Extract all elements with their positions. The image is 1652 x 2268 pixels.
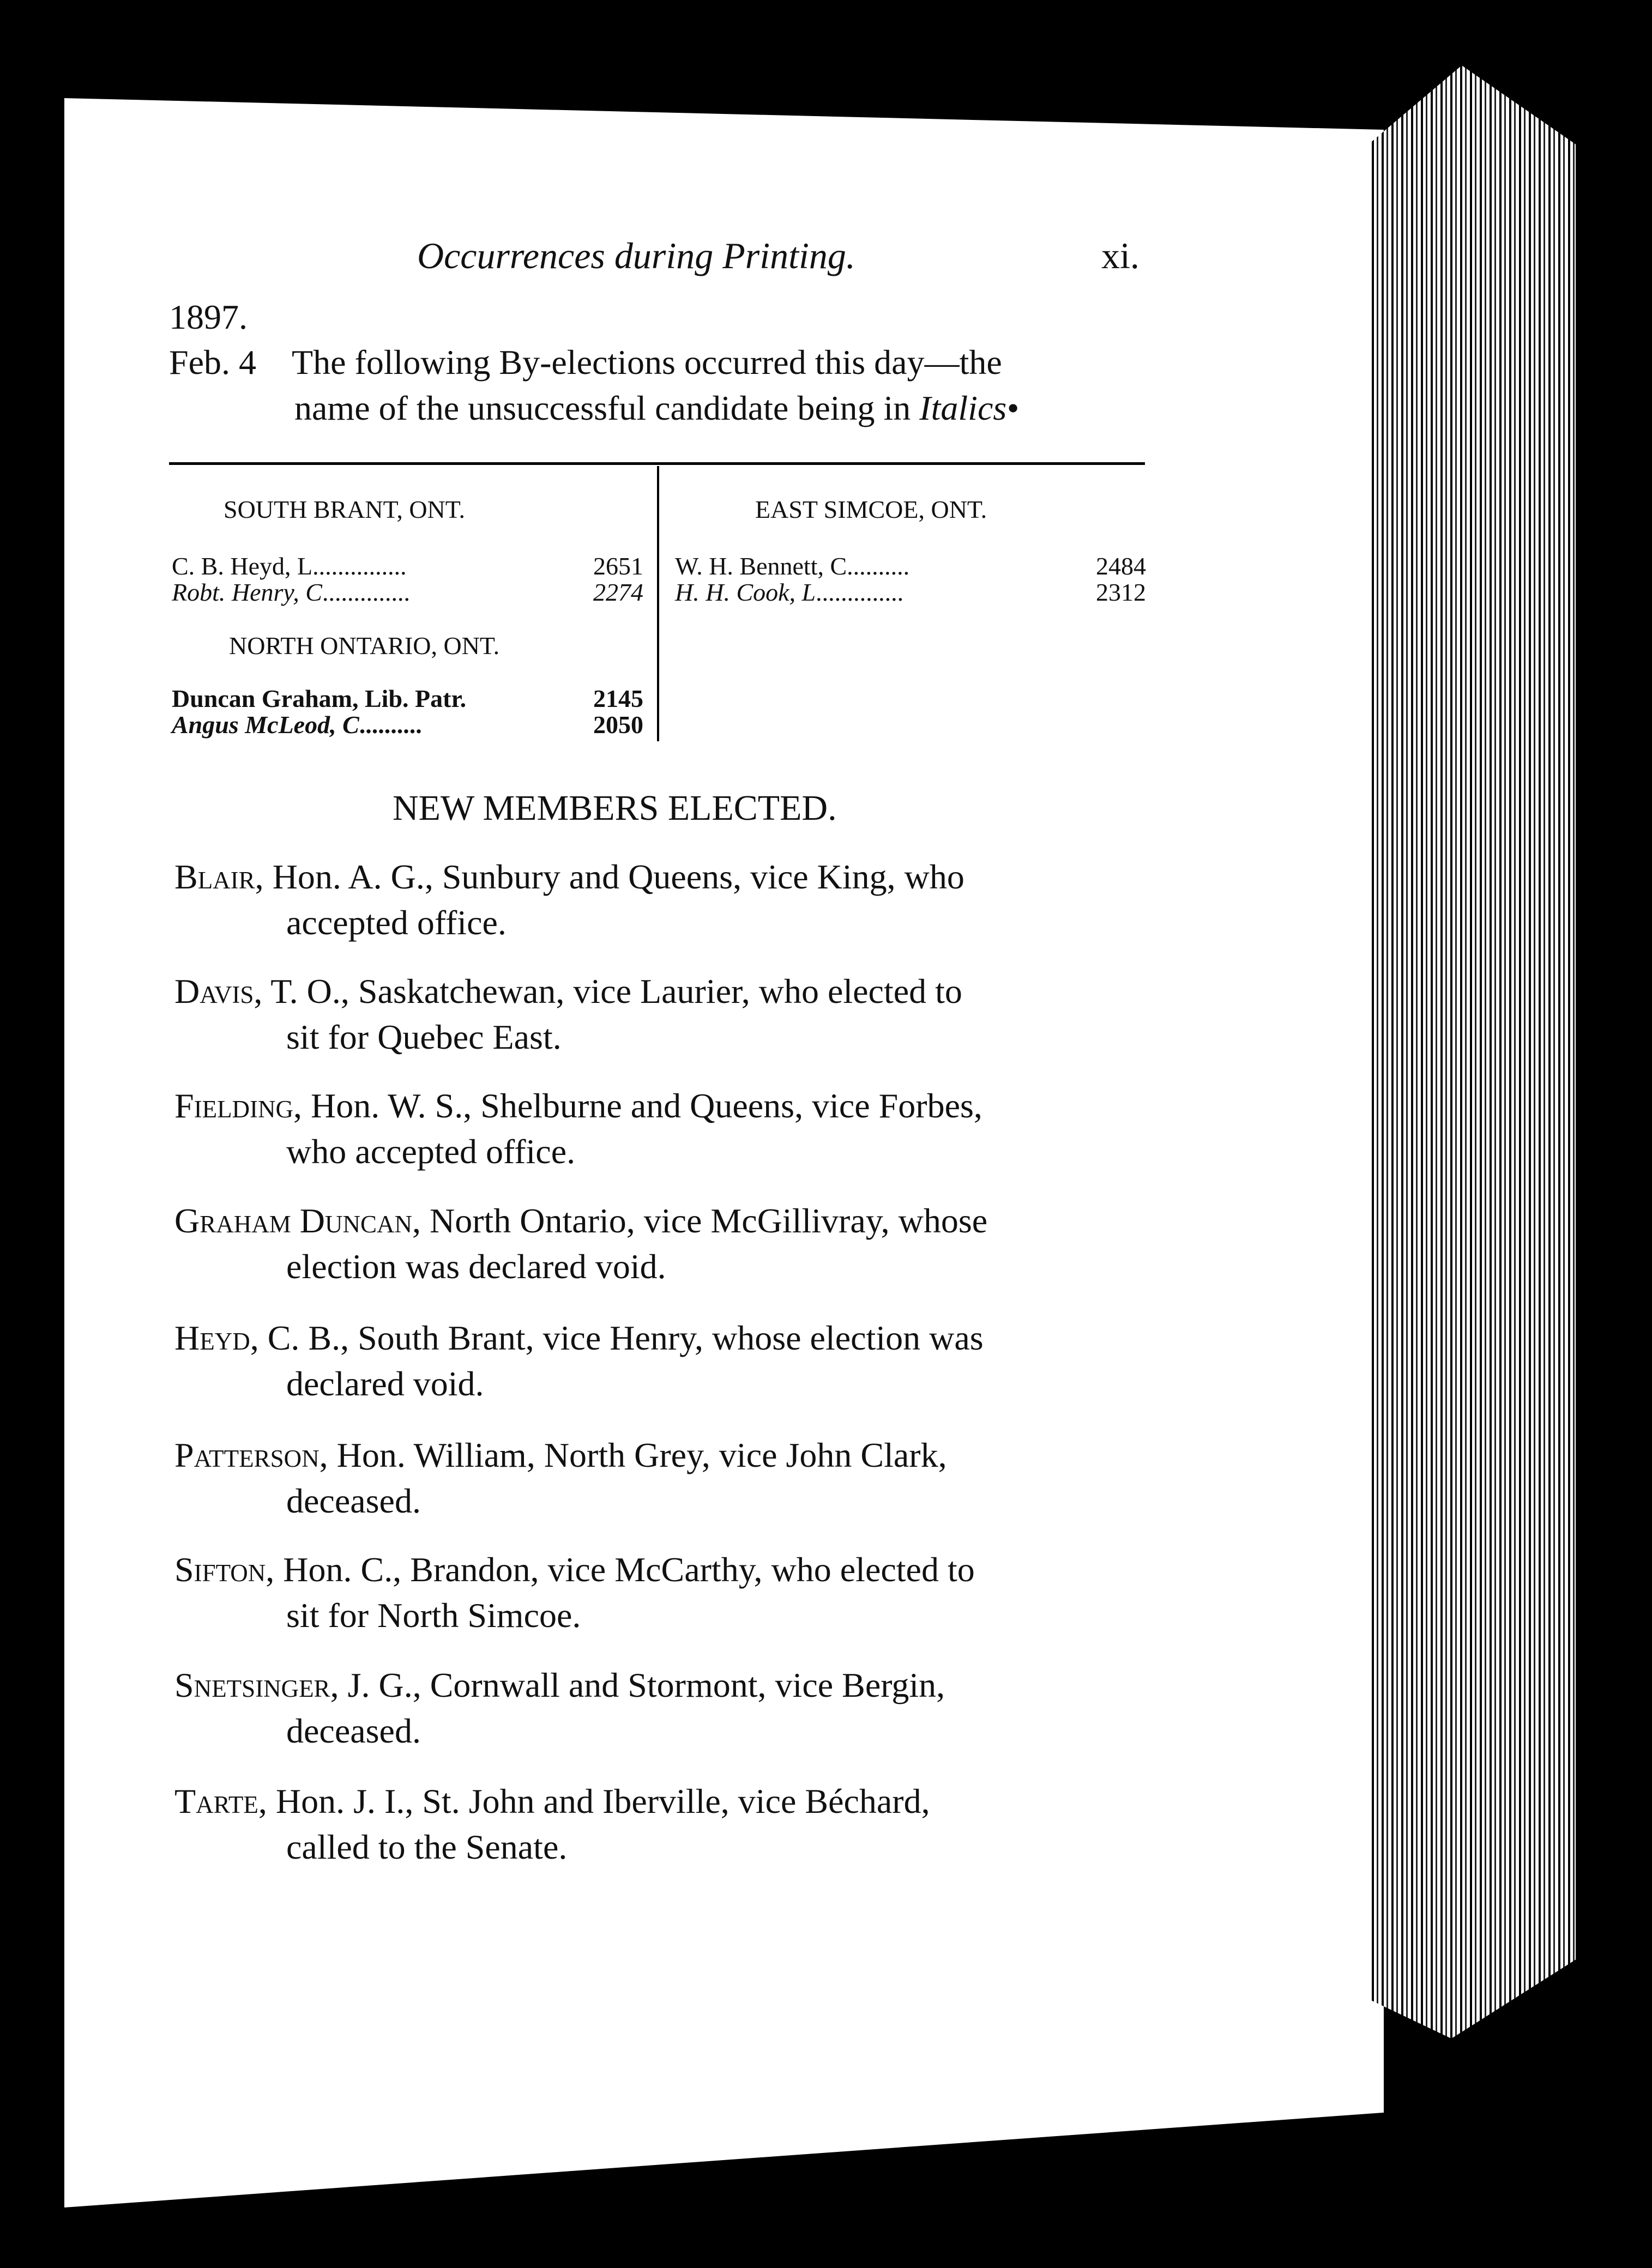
table-row: W. H. Bennett, C.......... bbox=[675, 552, 910, 580]
member-surname: Fielding, bbox=[174, 1086, 303, 1125]
table-row: Duncan Graham, Lib. Patr. bbox=[172, 685, 467, 712]
member-surname: Tarte, bbox=[174, 1782, 267, 1821]
table-row: Robt. Henry, C.............. bbox=[172, 578, 410, 606]
vote-count: 2651 bbox=[593, 552, 643, 580]
member-details: Hon. W. S., Shelburne and Queens, vice Forbes, bbox=[302, 1086, 982, 1125]
east-simcoe-heading: EAST SIMCOE, ONT. bbox=[755, 495, 987, 523]
intro-line-2: name of the unsuccessful candidate being in Italics• bbox=[294, 389, 1019, 427]
member-surname: Davis, bbox=[174, 972, 263, 1011]
member-surname: Patterson, bbox=[174, 1436, 328, 1474]
vote-count: 2274 bbox=[593, 578, 643, 606]
member-entry bbox=[174, 1781, 930, 1822]
member-entry bbox=[174, 857, 964, 897]
member-details: Hon. C., Brandon, vice McCarthy, who elected to bbox=[274, 1550, 975, 1589]
member-surname: Sifton, bbox=[174, 1550, 275, 1589]
table-row: H. H. Cook, L.............. bbox=[675, 578, 904, 606]
vote-count: 2484 bbox=[1096, 552, 1146, 580]
member-details: C. B., South Brant, vice Henry, whose election was bbox=[258, 1319, 984, 1357]
page-number: xi. bbox=[1101, 235, 1139, 276]
member-entry bbox=[174, 971, 962, 1012]
page-edges bbox=[1368, 65, 1576, 2039]
member-surname: Graham Duncan, bbox=[174, 1201, 421, 1240]
member-surname: Snetsinger, bbox=[174, 1666, 339, 1704]
member-details: T. O., Saskatchewan, vice Laurier, who elected to bbox=[262, 972, 962, 1011]
member-entry bbox=[174, 1086, 982, 1126]
intro-line-1: The following By-elections occurred this day—the bbox=[292, 343, 1002, 382]
south-brant-heading: SOUTH BRANT, ONT. bbox=[224, 495, 465, 523]
vote-count: 2050 bbox=[593, 711, 643, 739]
vote-count: 2312 bbox=[1096, 578, 1146, 606]
running-header: Occurrences during Printing. bbox=[417, 235, 855, 276]
table-top-rule bbox=[169, 462, 1145, 465]
member-entry bbox=[174, 1435, 947, 1475]
member-entry-continuation: election was declared void. bbox=[286, 1247, 666, 1286]
member-entry-continuation: accepted office. bbox=[286, 903, 507, 942]
member-entry-continuation: deceased. bbox=[286, 1481, 421, 1520]
member-entry bbox=[174, 1201, 987, 1241]
member-entry-continuation: who accepted office. bbox=[286, 1132, 576, 1171]
member-entry-continuation: declared void. bbox=[286, 1364, 484, 1403]
member-surname: Heyd, bbox=[174, 1319, 259, 1357]
member-entry-continuation: deceased. bbox=[286, 1711, 421, 1750]
member-details: J. G., Cornwall and Stormont, vice Bergin, bbox=[339, 1666, 945, 1704]
member-entry-continuation: sit for Quebec East. bbox=[286, 1018, 562, 1056]
section-heading: NEW MEMBERS ELECTED. bbox=[393, 788, 837, 828]
member-details: Hon. J. I., St. John and Iberville, vice Béchard, bbox=[267, 1782, 930, 1821]
member-details: Hon. William, North Grey, vice John Clark, bbox=[328, 1436, 947, 1474]
member-entry-continuation: called to the Senate. bbox=[286, 1828, 568, 1866]
table-row: C. B. Heyd, L............... bbox=[172, 552, 407, 580]
member-entry-continuation: sit for North Simcoe. bbox=[286, 1596, 581, 1635]
table-divider bbox=[657, 466, 659, 741]
member-entry bbox=[174, 1318, 984, 1358]
member-details: Hon. A. G., Sunbury and Queens, vice King, who bbox=[263, 857, 964, 896]
table-row: Angus McLeod, C.......... bbox=[172, 711, 422, 739]
vote-count: 2145 bbox=[593, 685, 643, 712]
member-details: North Ontario, vice McGillivray, whose bbox=[420, 1201, 988, 1240]
date: Feb. 4 bbox=[169, 343, 256, 382]
member-entry bbox=[174, 1550, 975, 1590]
member-entry bbox=[174, 1665, 945, 1705]
member-surname: Blair, bbox=[174, 857, 264, 896]
year: 1897. bbox=[169, 298, 248, 336]
north-ontario-heading: NORTH ONTARIO, ONT. bbox=[229, 632, 500, 660]
